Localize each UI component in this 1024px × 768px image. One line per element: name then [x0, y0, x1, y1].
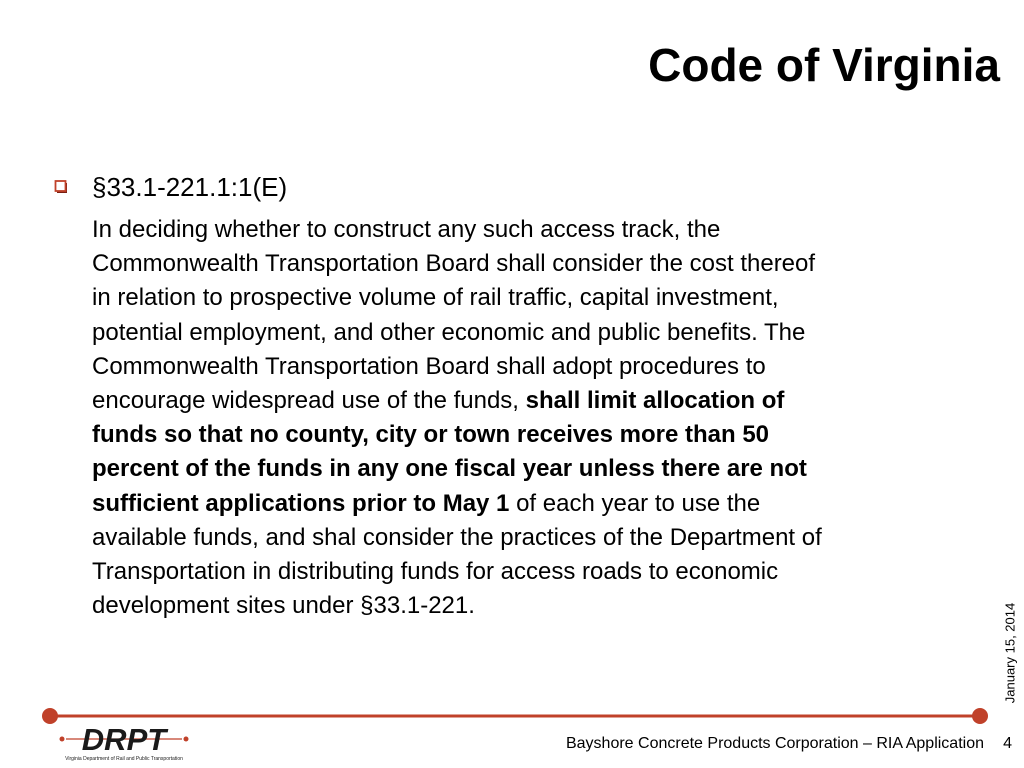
footer-text: Bayshore Concrete Products Corporation – RIA Application [565, 735, 984, 752]
paragraph-line [92, 350, 972, 384]
date-label-container [1000, 598, 1020, 708]
paragraph-line [92, 418, 972, 452]
paragraph-line [92, 589, 972, 623]
text-run: Commonwealth Transportation Board shall consider the cost thereof [92, 250, 816, 278]
bullet-square-shape [54, 179, 70, 195]
paragraph-line [92, 487, 972, 521]
section-heading: §33.1-221.1:1(E) [92, 172, 288, 202]
bold-text-run: funds so that no county, city or town receives more than 50 [92, 421, 770, 449]
logo-subtitle: Virginia Department of Rail and Public Transportation [65, 756, 183, 762]
text-run: potential employment, and other economic and public benefits. The [92, 318, 806, 346]
bullet-box [56, 181, 66, 191]
date-label: January 15, 2014 [1002, 602, 1018, 704]
paragraph-line [92, 452, 972, 486]
logo-mark: DRPT [81, 722, 167, 757]
bold-text-run: shall limit allocation of [525, 387, 785, 415]
bullet-heading-row [54, 170, 287, 204]
statute-paragraph [92, 213, 972, 623]
text-run: available funds, and shal consider the practices of the Department of [92, 523, 822, 551]
text-run: encourage widespread use of the funds, [92, 387, 526, 415]
drpt-logo [56, 720, 192, 762]
text-run: of each year to use the [509, 489, 761, 517]
text-run: Commonwealth Transportation Board shall adopt procedures to [92, 352, 766, 380]
text-run: development sites under §33.1-221. [92, 592, 475, 620]
bold-text-run: percent of the funds in any one fiscal year unless there are not [92, 455, 807, 483]
paragraph-line [92, 281, 972, 315]
paragraph-line [92, 213, 972, 247]
text-run: In deciding whether to construct any such access track, the [92, 216, 721, 243]
text-run: in relation to prospective volume of rail traffic, capital investment, [92, 284, 779, 312]
divider-dot-right [972, 708, 988, 724]
paragraph-line [92, 384, 972, 418]
page-number: 4 [1003, 735, 1012, 752]
paragraph-line [92, 316, 972, 350]
text-run: Transportation in distributing funds for access roads to economic [92, 558, 779, 586]
paragraph-line [92, 521, 972, 555]
logo-dot-left [60, 737, 65, 742]
paragraph-line [92, 555, 972, 589]
slide-title: Code of Virginia [648, 39, 1000, 91]
logo-dot-right [184, 737, 189, 742]
hollow-square-bullet-icon [54, 170, 70, 204]
paragraph-line [92, 247, 972, 281]
bold-text-run: sufficient applications prior to May 1 [92, 489, 510, 517]
